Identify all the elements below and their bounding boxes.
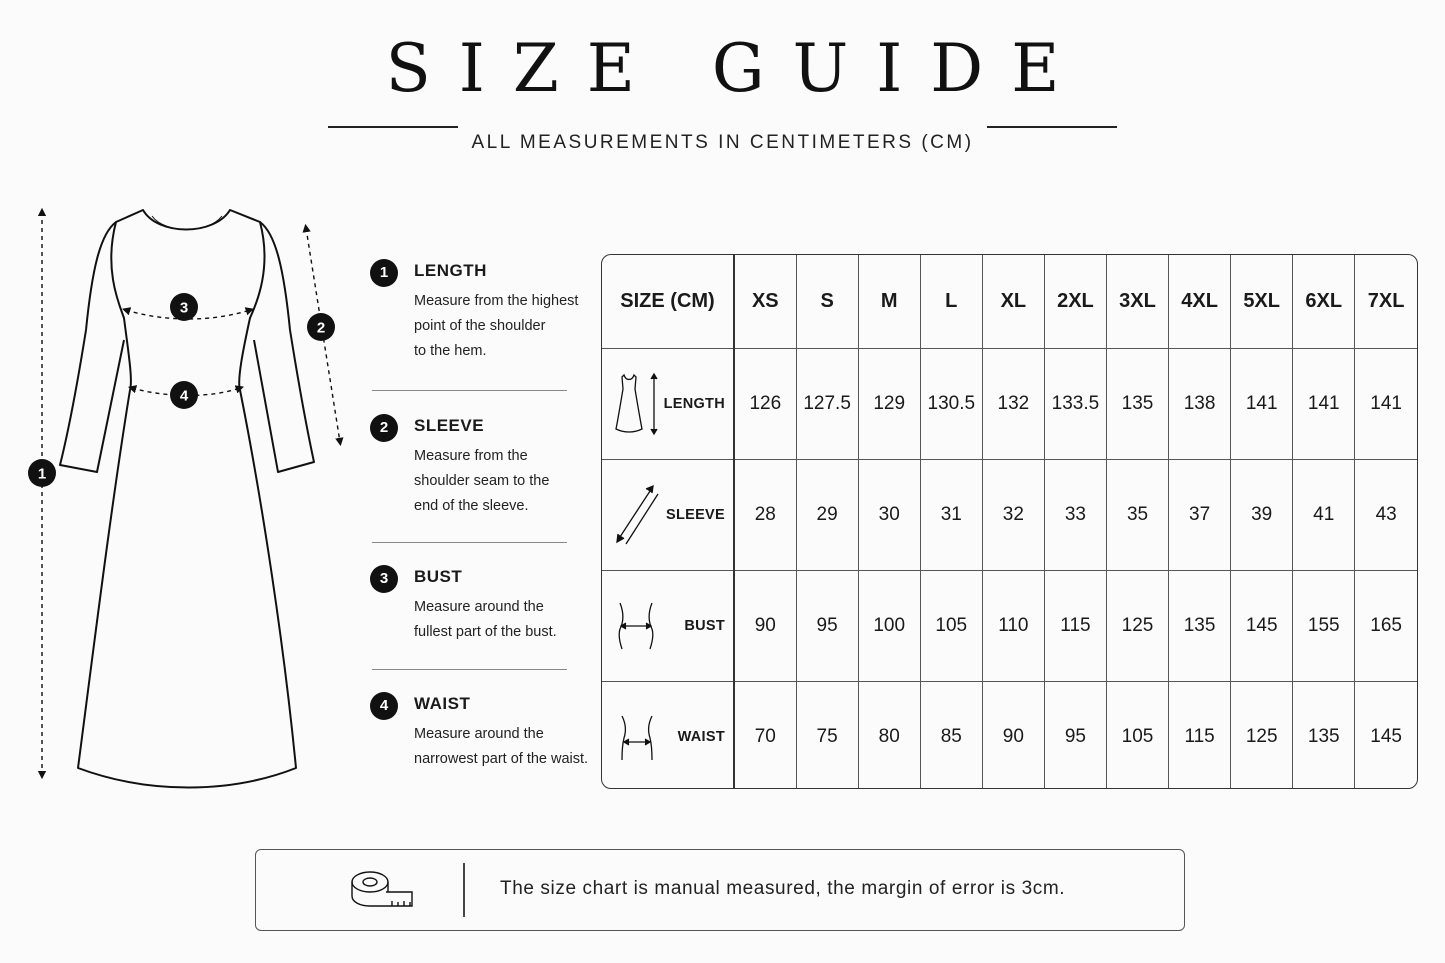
guide-bust [370,565,595,665]
table-cell: 135 [1293,682,1355,790]
table-cell: 138 [1169,349,1231,460]
table-cell: 28 [734,460,796,571]
size-header: M [858,255,920,349]
table-cell: 95 [1044,682,1106,790]
svg-text:3: 3 [179,299,189,317]
size-header: 6XL [1293,255,1355,349]
size-header: 7XL [1355,255,1417,349]
table-cell: 127.5 [796,349,858,460]
table-cell: 32 [982,460,1044,571]
guide-title: BUST [414,567,463,586]
table-cell: 133.5 [1044,349,1106,460]
table-cell: 130.5 [920,349,982,460]
table-cell: 31 [920,460,982,571]
size-header: XS [734,255,796,349]
row-label-cell [602,349,734,460]
table-cell: 39 [1231,460,1293,571]
table-row [602,682,1417,790]
row-label: SLEEVE [665,507,725,523]
table-cell: 35 [1106,460,1168,571]
table-cell: 129 [858,349,920,460]
guide-sleeve [370,414,595,534]
note-divider [463,863,465,917]
note-text: The size chart is manual measured, the margin of error is 3cm. [500,878,1066,899]
table-cell: 126 [734,349,796,460]
title-rule-right [987,126,1117,128]
row-label: LENGTH [663,396,725,412]
guide-title: LENGTH [414,261,487,280]
table-cell: 145 [1231,571,1293,682]
table-cell: 43 [1355,460,1417,571]
guide-waist [370,692,595,792]
table-cell: 141 [1355,349,1417,460]
guide-divider [372,669,567,670]
table-cell: 80 [858,682,920,790]
measuring-tape-icon [350,868,416,914]
table-row [602,349,1417,460]
table-cell: 33 [1044,460,1106,571]
table-cell: 105 [920,571,982,682]
table-cell: 95 [796,571,858,682]
marker-4 [170,381,198,409]
size-chart-table [601,254,1418,789]
size-header: XL [982,255,1044,349]
guide-number: 3 [370,565,398,593]
guide-number: 1 [370,259,398,287]
table-header-row [602,255,1417,349]
guide-divider [372,542,567,543]
page-title: SIZE GUIDE [385,30,1088,107]
guide-description: Measure from the shoulder seam to the end of the sleeve. [414,448,550,514]
guide-description: Measure from the highest point of the shoulder to the hem. [414,293,579,359]
table-row [602,460,1417,571]
marker-2 [307,313,335,341]
table-cell: 155 [1293,571,1355,682]
table-cell: 90 [982,682,1044,790]
row-label: BUST [684,618,725,634]
guide-length [370,259,595,379]
table-cell: 90 [734,571,796,682]
guide-description: Measure around the narrowest part of the waist. [414,726,589,767]
dress-length-icon [614,371,664,437]
table-cell: 70 [734,682,796,790]
table-cell: 165 [1355,571,1417,682]
title-rule-left [328,126,458,128]
table-cell: 125 [1106,571,1168,682]
table-cell: 75 [796,682,858,790]
table-cell: 100 [858,571,920,682]
table-cell: 110 [982,571,1044,682]
row-label-cell [602,460,734,571]
guide-description: Measure around the fullest part of the bust. [414,599,557,640]
row-label: WAIST [677,729,725,745]
table-cell: 105 [1106,682,1168,790]
dress-illustration [0,190,360,800]
marker-3 [170,293,198,321]
table-cell: 125 [1231,682,1293,790]
table-cell: 41 [1293,460,1355,571]
table-cell: 85 [920,682,982,790]
table-cell: 37 [1169,460,1231,571]
row-label-cell [602,682,734,790]
size-header: L [920,255,982,349]
waist-icon [614,704,664,770]
table-cell: 29 [796,460,858,571]
table-cell: 30 [858,460,920,571]
guide-title: WAIST [414,694,471,713]
size-header: S [796,255,858,349]
marker-1 [28,459,56,487]
size-header: 5XL [1231,255,1293,349]
table-cell: 135 [1169,571,1231,682]
guide-title: SLEEVE [414,416,485,435]
svg-text:4: 4 [179,387,189,405]
sleeve-arrow-icon [614,482,664,548]
table-cell: 141 [1231,349,1293,460]
guide-divider [372,390,567,391]
bust-icon [614,593,664,659]
table-cell: 132 [982,349,1044,460]
guide-number: 2 [370,414,398,442]
size-header: 2XL [1044,255,1106,349]
measurement-note [255,849,1185,931]
table-cell: 115 [1169,682,1231,790]
page-subtitle: ALL MEASUREMENTS IN CENTIMETERS (CM) [471,132,974,153]
table-row [602,571,1417,682]
table-cell: 115 [1044,571,1106,682]
table-corner-header: SIZE (CM) [602,255,734,349]
svg-text:1: 1 [37,465,47,483]
size-header: 3XL [1106,255,1168,349]
guide-number: 4 [370,692,398,720]
table-cell: 145 [1370,726,1402,747]
table-cell: 135 [1106,349,1168,460]
svg-text:2: 2 [316,319,326,337]
row-label-cell [602,571,734,682]
size-header: 4XL [1169,255,1231,349]
table-cell: 141 [1293,349,1355,460]
